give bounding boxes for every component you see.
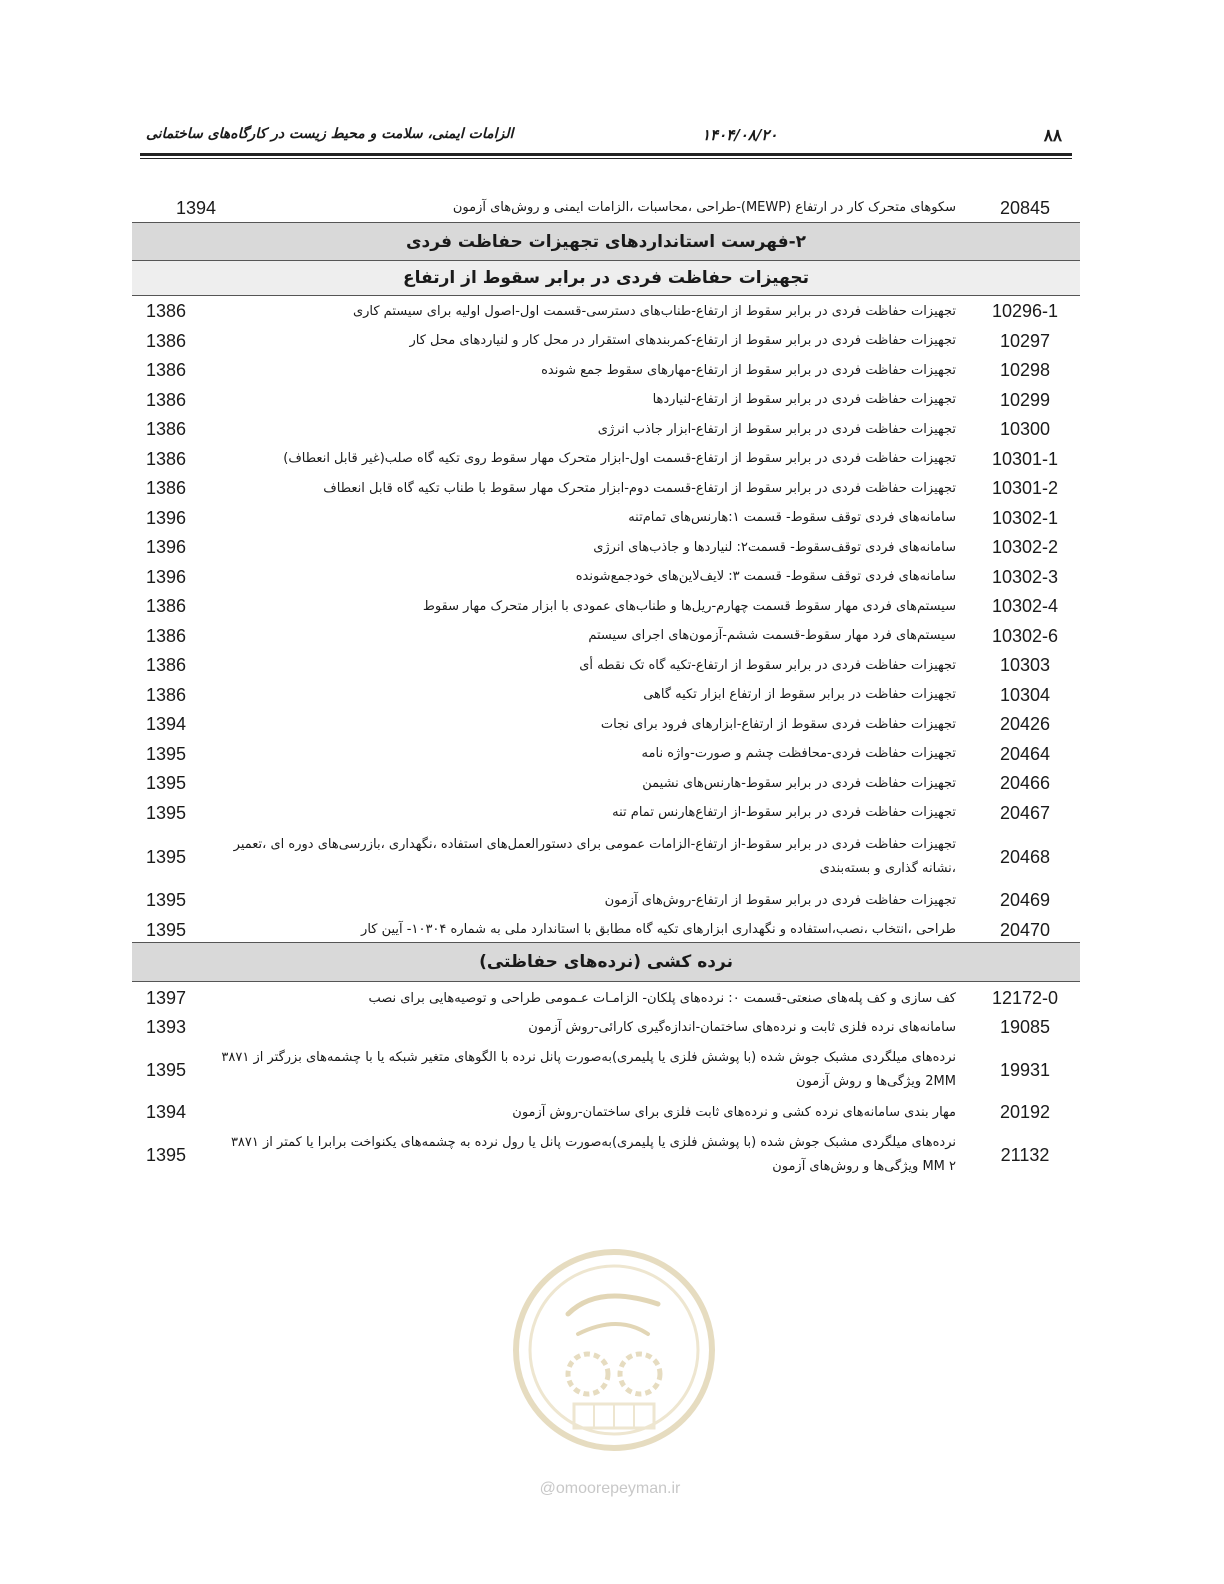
standard-year: 1393 bbox=[145, 1017, 187, 1037]
standard-year: 1386 bbox=[145, 419, 187, 440]
standard-code: 10301-2 bbox=[991, 478, 1059, 499]
table-row bbox=[132, 194, 1080, 222]
standard-year: 1386 bbox=[145, 478, 187, 499]
standard-year: 1386 bbox=[145, 389, 187, 410]
standard-code: 10304 bbox=[999, 684, 1051, 705]
standard-code: 10302-2 bbox=[991, 537, 1059, 558]
standard-code: 10302-6 bbox=[991, 625, 1059, 646]
standard-year: 1386 bbox=[145, 330, 187, 351]
standard-title: تجهیزات حفاظت فردی در برابر سقوط از ارتفاع-طناب‌های دسترسی-قسمت اول-اصول اولیه برای سیستم کاری bbox=[352, 303, 956, 319]
standard-code: 12172-0 bbox=[991, 988, 1059, 1008]
table-row bbox=[132, 1013, 1080, 1042]
table-row bbox=[132, 769, 1080, 799]
standard-code: 10302-3 bbox=[991, 566, 1059, 587]
standard-code: 20845 bbox=[999, 197, 1051, 218]
table-row bbox=[132, 327, 1080, 357]
standard-code: 21132 bbox=[1000, 1144, 1050, 1165]
standard-title: تجهیزات حفاظت فردی در برابر سقوط از ارتفاع-لنیاردها bbox=[652, 392, 956, 408]
standard-title: نرده‌های میلگردی مشبک جوش شده (با پوشش فلزی یا پلیمری)به‌صورت پانل نرده با الگوهای متغیر شبکه یا با چشمه‌های بزرگتر از ۳۸۷۱ 2MM ویژگی‌ها و روش آزمون bbox=[221, 1050, 956, 1089]
standard-year: 1386 bbox=[145, 360, 187, 381]
standard-title: تجهیزات حفاظت فردی در برابر سقوط از ارتفاع-کمربندهای استقرار در محل کار و لنیاردهای محل کار bbox=[409, 333, 956, 349]
table-row bbox=[132, 984, 1080, 1013]
standard-year: 1396 bbox=[145, 537, 187, 558]
standard-code: 19931 bbox=[999, 1059, 1051, 1080]
table-row bbox=[132, 828, 1080, 886]
group-title-text: تجهیزات حفاظت فردی در برابر سقوط از ارتفاع bbox=[403, 268, 809, 288]
standard-title: تجهیزات حفاظت فردی در برابر سقوط از ارتفاع-قسمت دوم-ابزار متحرک مهار سقوط با طناب تکیه گاه قابل انعطاف bbox=[323, 480, 956, 496]
standard-year: 1396 bbox=[145, 507, 187, 528]
standard-title: طراحی ،انتخاب ،نصب،استفاده و نگهداری ابزارهای تکیه گاه مطابق با استاندارد ملی به شماره ۱۰۳۰۴- آیین کار bbox=[361, 922, 956, 938]
section-title-text: ۲-فهرست استانداردهای تجهیزات حفاظت فردی bbox=[405, 231, 807, 252]
standard-year: 1386 bbox=[145, 625, 187, 646]
standard-code: 10298 bbox=[999, 360, 1051, 381]
standard-title: نرده‌های میلگردی مشبک جوش شده (با پوشش فلزی یا پلیمری)به‌صورت پانل یا رول نرده به چشمه‌های یکنواخت برابرا یا کمتر از ۳۸۷۱ MM ۲ ویژگی‌ها و روش‌های آزمون bbox=[230, 1135, 956, 1174]
standard-title: تجهیزات حفاظت فردی در برابر سقوط از ارتفاع-ابزار جاذب انرژی bbox=[597, 421, 956, 437]
table-divider bbox=[132, 981, 1080, 982]
standard-year: 1395 bbox=[145, 773, 187, 794]
standard-title: تجهیزات حفاظت فردی در برابر سقوط از ارتفاع-روش‌های آزمون bbox=[604, 892, 956, 908]
table-row bbox=[132, 386, 1080, 416]
standard-code: 19085 bbox=[999, 1017, 1051, 1037]
standard-year: 1386 bbox=[145, 448, 187, 469]
standard-year: 1397 bbox=[145, 988, 187, 1008]
table-row bbox=[132, 1042, 1080, 1098]
standard-code: 20468 bbox=[999, 846, 1051, 867]
table-row bbox=[132, 445, 1080, 475]
standard-title: تجهیزات حفاظت فردی در برابر سقوط از ارتفاع-مهارهای سقوط جمع شونده bbox=[541, 362, 956, 378]
table-row bbox=[132, 651, 1080, 681]
standard-code: 20469 bbox=[999, 890, 1051, 911]
table-row bbox=[132, 681, 1080, 711]
table-row bbox=[132, 740, 1080, 770]
standard-year: 1386 bbox=[145, 301, 187, 322]
standard-code: 10299 bbox=[999, 389, 1051, 410]
standard-year: 1386 bbox=[145, 655, 187, 676]
section-title bbox=[132, 223, 1080, 260]
standard-title: تجهیزات حفاظت در برابر سقوط از ارتفاع ابزار تکیه گاهی bbox=[643, 687, 956, 703]
table-row bbox=[132, 563, 1080, 593]
standard-title: تجهیزات حفاظت فردی در برابر سقوط-هارنس‌های نشیمن bbox=[642, 775, 956, 791]
page-number: ۸۸ bbox=[1043, 126, 1062, 146]
table-row bbox=[132, 1098, 1080, 1127]
standard-code: 10302-4 bbox=[991, 596, 1059, 617]
table-row bbox=[132, 1127, 1080, 1183]
table-row bbox=[132, 474, 1080, 504]
standard-title: تجهیزات حفاظت فردی سقوط از ارتفاع-ابزارهای فرود برای نجات bbox=[600, 716, 956, 732]
standard-code: 20470 bbox=[999, 919, 1051, 940]
standard-code: 10301-1 bbox=[991, 448, 1059, 469]
table-row bbox=[132, 886, 1080, 916]
standard-code: 10303 bbox=[999, 655, 1051, 676]
table-row bbox=[132, 504, 1080, 534]
header-date: ۱۴۰۴/۰۸/۲۰ bbox=[702, 126, 778, 144]
standard-year: 1394 bbox=[145, 1102, 187, 1122]
table-row bbox=[132, 622, 1080, 652]
omoorepeyman-seal-icon bbox=[508, 1244, 720, 1456]
standard-year: 1394 bbox=[175, 197, 217, 218]
standard-title: سیستم‌های فرد مهار سقوط-قسمت ششم-آزمون‌های اجرای سیستم bbox=[588, 628, 956, 644]
header-rule-thick bbox=[140, 153, 1072, 156]
standard-title: سکوهای متحرک کار در ارتفاع (MEWP)-طراحی ،محاسبات ،الزامات ایمنی و روش‌های آزمون bbox=[452, 200, 956, 215]
table-row bbox=[132, 533, 1080, 563]
watermark-text: @omoorepeyman.ir bbox=[539, 1480, 681, 1497]
standard-title: سیستم‌های فردی مهار سقوط قسمت چهارم-ریل‌ها و طناب‌های عمودی با ابزار متحرک مهار سقوط bbox=[422, 598, 956, 614]
group-title-railings bbox=[132, 943, 1080, 981]
group-title-fall-protection bbox=[132, 261, 1080, 295]
standard-year: 1395 bbox=[145, 846, 187, 867]
standard-code: 10300 bbox=[999, 419, 1051, 440]
group-title-text: نرده کشی (نرده‌های حفاظتی) bbox=[479, 952, 733, 972]
standard-title: تجهیزات حفاظت فردی-محافظت چشم و صورت-واژه نامه bbox=[641, 746, 956, 762]
standard-code: 20426 bbox=[999, 714, 1051, 735]
table-row bbox=[132, 356, 1080, 386]
standard-title: مهار بندی سامانه‌های نرده کشی و نرده‌های ثابت فلزی برای ساختمان-روش آزمون bbox=[512, 1104, 956, 1120]
standard-code: 20192 bbox=[999, 1102, 1051, 1122]
standard-title: کف سازی و کف پله‌های صنعتی-قسمت ۰: نرده‌های پلکان- الزامـات عـمومی طراحی و توصیه‌هایی برای نصب bbox=[368, 990, 956, 1006]
standard-year: 1395 bbox=[145, 802, 187, 823]
standard-year: 1395 bbox=[145, 1059, 187, 1080]
page-header bbox=[140, 118, 1072, 154]
standard-year: 1386 bbox=[145, 596, 187, 617]
standard-year: 1395 bbox=[145, 1144, 187, 1165]
standard-title: تجهیزات حفاظت فردی در برابر سقوط-از ارتفاع‌هارنس تمام تنه bbox=[612, 805, 956, 821]
standard-title: سامانه‌های نرده فلزی ثابت و نرده‌های ساختمان-اندازه‌گیری کارائی-روش آزمون bbox=[528, 1019, 956, 1035]
standard-year: 1395 bbox=[145, 743, 187, 764]
table-divider bbox=[132, 295, 1080, 296]
standard-title: سامانه‌های فردی توقف سقوط- قسمت ۱:هارنس‌های تمام‌تنه bbox=[628, 510, 956, 526]
standard-title: تجهیزات حفاظت فردی در برابر سقوط از ارتفاع-تکیه گاه تک نقطه أی bbox=[579, 657, 956, 673]
standard-code: 20466 bbox=[999, 773, 1051, 794]
standard-title: تجهیزات حفاظت فردی در برابر سقوط-از ارتفاع-الزامات عمومی برای دستورالعمل‌های استفاده ،نگهداری ،بازرسی‌های دوره ای ،تعمیر ،نشانه گذاری و بسته‌بندی bbox=[233, 837, 956, 876]
standard-year: 1395 bbox=[145, 919, 187, 940]
standard-code: 10302-1 bbox=[991, 507, 1059, 528]
table-row bbox=[132, 297, 1080, 327]
table-row bbox=[132, 799, 1080, 829]
standard-title: سامانه‌های فردی توقف‌سقوط- قسمت۲: لنیاردها و جاذب‌های انرژی bbox=[593, 539, 956, 555]
table-row bbox=[132, 415, 1080, 445]
standard-code: 10296-1 bbox=[991, 301, 1059, 322]
standard-code: 10297 bbox=[999, 330, 1051, 351]
standard-title: تجهیزات حفاظت فردی در برابر سقوط از ارتفاع-قسمت اول-ابزار متحرک مهار سقوط روی تکیه گاه صلب(غیر قابل انعطاف) bbox=[283, 451, 956, 467]
standard-year: 1396 bbox=[145, 566, 187, 587]
header-rule-thin bbox=[140, 158, 1072, 159]
standard-code: 20467 bbox=[999, 802, 1051, 823]
standard-code: 20464 bbox=[999, 743, 1051, 764]
table-row bbox=[132, 916, 1080, 946]
table-row bbox=[132, 710, 1080, 740]
standard-year: 1394 bbox=[145, 714, 187, 735]
standard-title: سامانه‌های فردی توقف سقوط- قسمت ۳: لایف‌لاین‌های خودجمع‌شونده bbox=[575, 569, 956, 585]
header-title: الزامات ایمنی، سلامت و محیط زیست در کارگاه‌های ساختمانی bbox=[146, 126, 514, 142]
standard-year: 1395 bbox=[145, 890, 187, 911]
table-row bbox=[132, 592, 1080, 622]
standard-year: 1386 bbox=[145, 684, 187, 705]
